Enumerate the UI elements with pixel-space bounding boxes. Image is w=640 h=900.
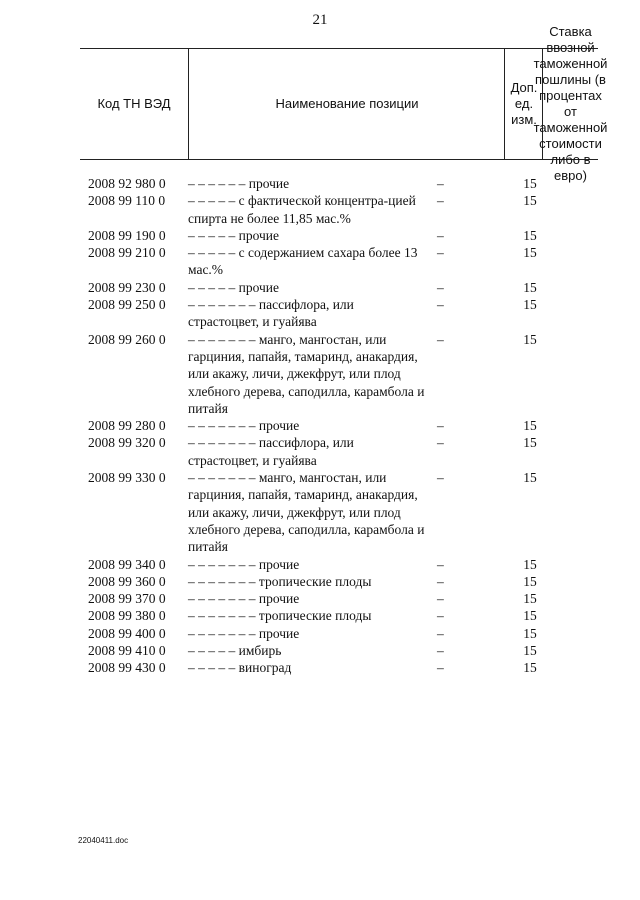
row-code: 2008 99 230 0 [88,279,166,295]
row-text: прочие [258,625,300,641]
row-unit: – [437,297,444,313]
row-unit: – [437,418,444,434]
row-code: 2008 99 280 0 [88,418,166,434]
table-row [0,244,640,279]
table-row [0,279,640,296]
row-description [188,469,428,555]
row-unit: – [437,625,444,641]
row-code: 2008 99 320 0 [88,435,166,451]
row-description [188,590,428,607]
row-rate: 15 [523,643,537,659]
row-dashes: – – – – – [188,279,236,295]
row-code: 2008 99 210 0 [88,245,166,261]
row-code: 2008 99 260 0 [88,331,166,347]
table-row [0,434,640,469]
row-description [188,244,428,279]
row-description [188,573,428,590]
table-header [80,24,608,183]
table-row [0,469,640,555]
row-dashes: – – – – – [188,227,236,243]
row-rate: 15 [523,418,537,434]
row-rate: 15 [523,470,537,486]
row-text: прочие [238,279,280,295]
row-unit: – [437,573,444,589]
row-text: с фактической концентра-цией спирта не более 11,85 мас.% [188,193,416,226]
row-rate: 15 [523,279,537,295]
row-unit: – [437,643,444,659]
header-rate: Ставка ввозной таможенной пошлины (в процентах от таможенной стоимости либо в евро) [533,24,608,183]
table-row [0,175,640,192]
row-rate: 15 [523,435,537,451]
row-unit: – [437,227,444,243]
row-dashes: – – – – – – – [188,573,256,589]
table-row [0,331,640,417]
row-code: 2008 99 360 0 [88,573,166,589]
row-text: прочие [258,556,300,572]
table-row [0,659,640,676]
row-text: прочие [258,591,300,607]
row-description [188,434,428,469]
row-code: 2008 99 340 0 [88,556,166,572]
row-code: 2008 99 370 0 [88,591,166,607]
header-code: Код ТН ВЭД [97,96,171,111]
row-description [188,659,428,676]
row-description [188,279,428,296]
row-text: тропические плоды [258,608,372,624]
row-dashes: – – – – – – – [188,435,256,451]
row-dashes: – – – – – – – [188,331,256,347]
row-description [188,417,428,434]
row-unit: – [437,279,444,295]
row-unit: – [437,193,444,209]
row-text: пассифлора, или страстоцвет, и гуайява [188,435,354,468]
row-rate: 15 [523,331,537,347]
row-unit: – [437,608,444,624]
table-row [0,556,640,573]
row-description [188,556,428,573]
row-description [188,296,428,331]
row-code: 2008 99 410 0 [88,643,166,659]
row-unit: – [437,470,444,486]
page-number: 21 [312,12,328,28]
row-code: 2008 99 430 0 [88,660,166,676]
row-description [188,607,428,624]
row-rate: 15 [523,660,537,676]
row-unit: – [437,176,444,191]
table-row [0,590,640,607]
table-row [0,573,640,590]
row-unit: – [437,245,444,261]
row-dashes: – – – – – – – [188,625,256,641]
row-code: 2008 99 330 0 [88,470,166,486]
row-dashes: – – – – – [188,193,236,209]
row-code: 2008 99 250 0 [88,297,166,313]
footer-filename: 22040411.doc [78,836,129,845]
table-row [0,625,640,642]
row-text: с содержанием сахара более 13 мас.% [188,245,418,278]
header-name: Наименование позиции [188,49,505,159]
row-description [188,331,428,417]
row-code: 2008 99 400 0 [88,625,166,641]
row-dashes: – – – – – [188,660,236,676]
row-code: 2008 99 110 0 [88,193,166,209]
row-code: 2008 99 380 0 [88,608,166,624]
row-unit: – [437,331,444,347]
row-rate: 15 [523,573,537,589]
row-dashes: – – – – – – – [188,591,256,607]
table-row [0,417,640,434]
row-dashes: – – – – – [188,643,236,659]
row-dashes: – – – – – – [188,176,246,191]
row-text: манго, мангостан, или гарциния, папайя, тамаринд, анакардия, или акажу, личи, джекфрут, или плод хлебного дерева, саподилла, карамбола и питайя [188,331,425,416]
row-text: тропические плоды [258,573,372,589]
row-rate: 15 [523,297,537,313]
row-dashes: – – – – – – – [188,556,256,572]
table-row [0,227,640,244]
row-text: манго, мангостан, или гарциния, папайя, тамаринд, анакардия, или акажу, личи, джекфрут, или плод хлебного дерева, саподилла, карамбола и питайя [188,470,425,555]
row-unit: – [437,556,444,572]
row-text: прочие [258,418,300,434]
row-description [188,192,428,227]
table-row [0,642,640,659]
row-code: 2008 99 190 0 [88,227,166,243]
table-body [0,175,640,677]
row-text: виноград [238,660,292,676]
row-dashes: – – – – – – – [188,608,256,624]
row-rate: 15 [523,608,537,624]
row-rate: 15 [523,193,537,209]
row-description [188,175,428,192]
row-rate: 15 [523,227,537,243]
table-row [0,607,640,624]
row-rate: 15 [523,245,537,261]
header-unit: Доп. ед. изм. [504,49,543,159]
row-unit: – [437,435,444,451]
row-text: имбирь [238,643,282,659]
row-rate: 15 [523,625,537,641]
row-unit: – [437,591,444,607]
row-code: 2008 92 980 0 [88,176,166,191]
row-unit: – [437,660,444,676]
row-rate: 15 [523,176,537,191]
row-dashes: – – – – – – – [188,418,256,434]
row-description [188,227,428,244]
row-text: пассифлора, или страстоцвет, и гуайява [188,297,354,330]
row-rate: 15 [523,556,537,572]
row-rate: 15 [523,591,537,607]
table-row [0,296,640,331]
row-dashes: – – – – – – – [188,470,256,486]
row-dashes: – – – – – [188,245,236,261]
row-description [188,625,428,642]
row-text: прочие [238,227,280,243]
row-description [188,642,428,659]
table-row [0,192,640,227]
row-text: прочие [248,176,290,191]
row-dashes: – – – – – – – [188,297,256,313]
